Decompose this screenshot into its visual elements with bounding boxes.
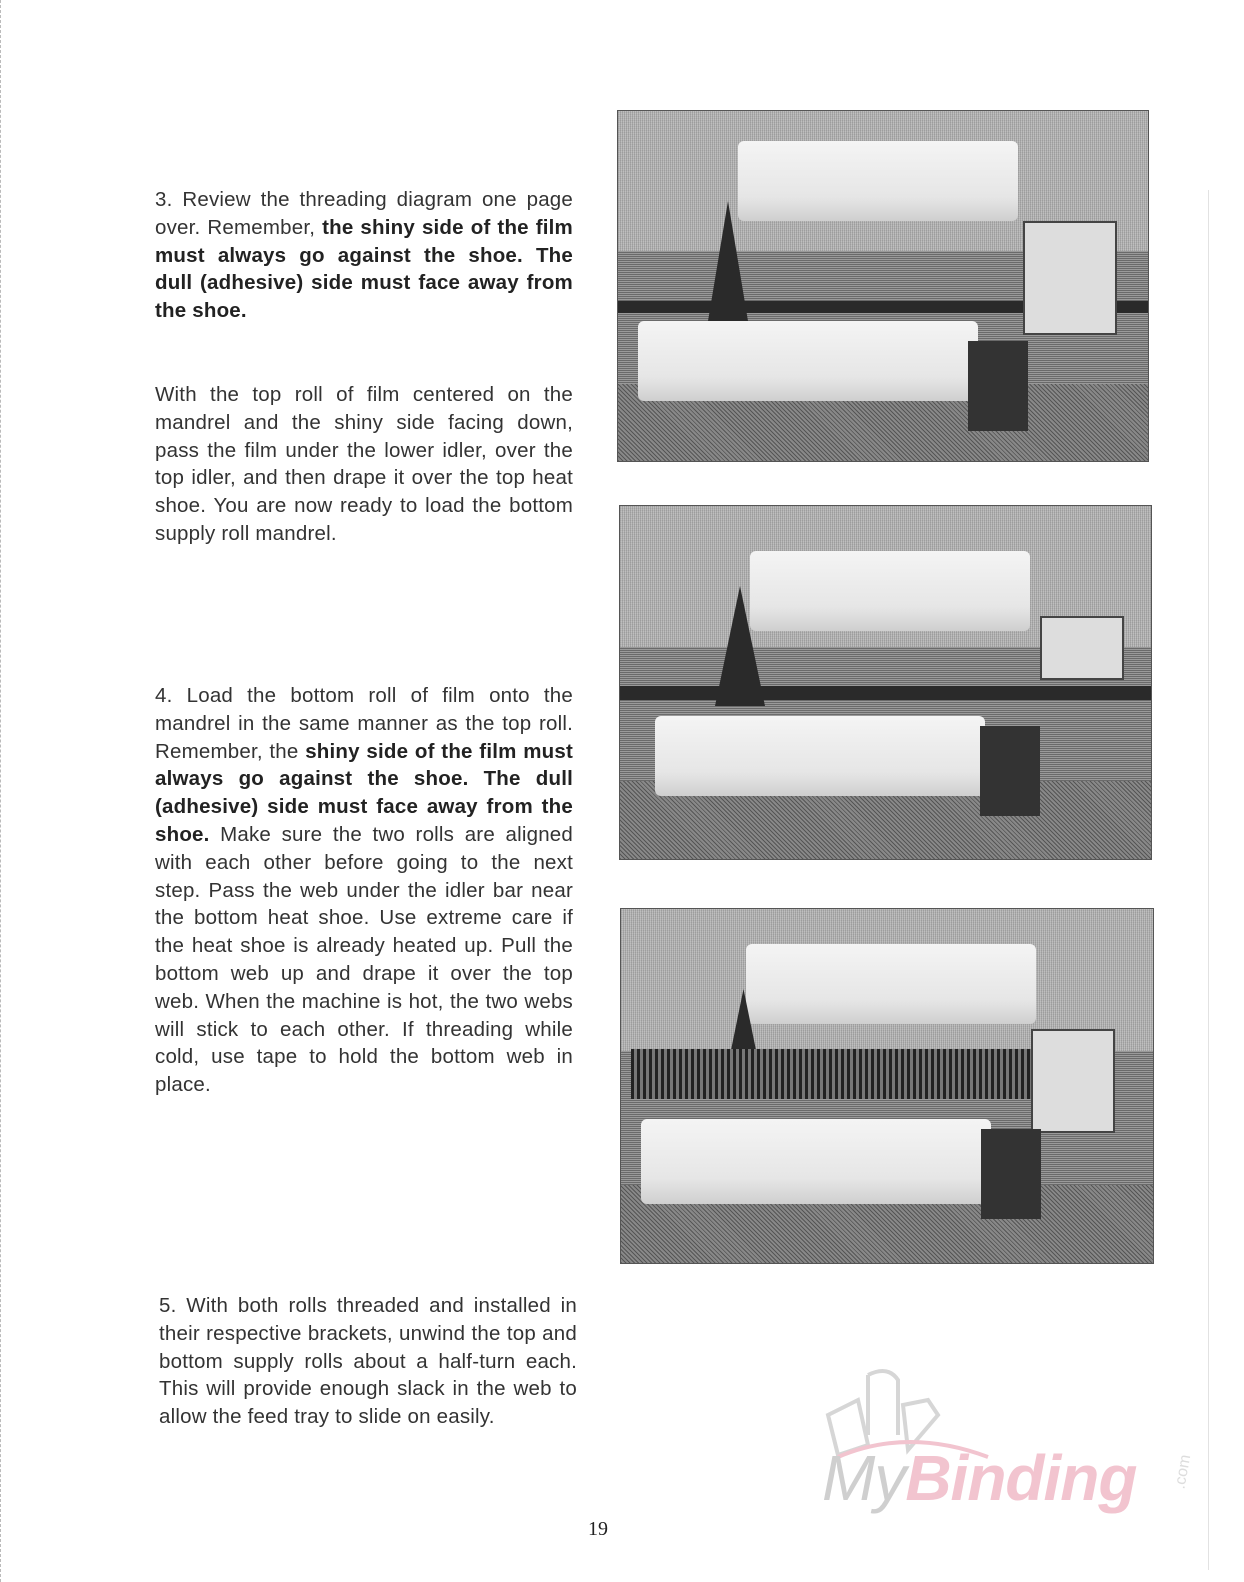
threading-paragraph: With the top roll of film centered on the mandrel and the shiny side facing down, pass the film under the lower idler, over the top idler, and then drape it over the top heat shoe. You are now ready to load the bottom supply roll mandrel. — [155, 383, 573, 545]
logo-text-binding: Binding — [905, 1442, 1137, 1514]
machine-photo-2 — [619, 505, 1152, 860]
step-4-paragraph — [155, 682, 573, 1099]
logo-text-my: My — [822, 1442, 906, 1514]
step-4-bold-text: shiny side of the film must always go against the shoe. The dull (adhesive) side must face away from the shoe. — [155, 739, 573, 846]
step-5-paragraph: 5. With both rolls threaded and installed in their respective brackets, unwind the top and bottom supply rolls about a half-turn each. This will provide enough slack in the web to allow the feed tray to slide on easily. — [159, 1294, 577, 1429]
step-3-text: 3. Review the threading diagram one page over. Remember, — [155, 188, 573, 239]
machine-photo-3 — [620, 908, 1154, 1264]
scan-edge — [1208, 190, 1209, 1570]
scan-edge — [0, 0, 3, 1582]
step-3-paragraph — [155, 186, 573, 325]
logo-text-com: .com — [1171, 1453, 1195, 1491]
step-4-text: 4. Load the bottom roll of film onto the mandrel in the same manner as the top roll. Remember, the — [155, 684, 573, 763]
page-number: 19 — [588, 1518, 608, 1540]
machine-photo-1 — [617, 110, 1149, 462]
step-3-bold-text: the shiny side of the film must always go against the shoe. The dull (adhesive) side must face away from the shoe. — [155, 215, 573, 323]
step-4-text-continued: Make sure the two rolls are aligned with each other before going to the next step. Pass the web under the idler bar near the bottom heat shoe. Use extreme care if the heat shoe is already heated up. Pull the bottom web up and drape it over the top web. When the machine is hot, the two webs will stick to each other. If threading while cold, use tape to hold the bottom web in place. — [155, 822, 573, 1097]
mybinding-watermark-logo — [818, 1365, 1195, 1515]
